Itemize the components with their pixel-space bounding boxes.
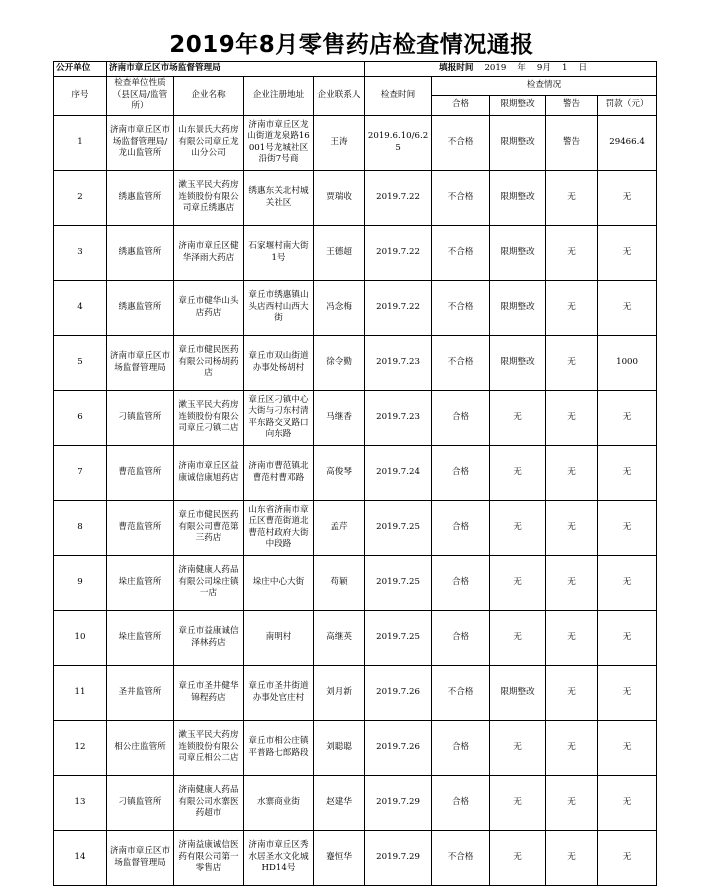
cell-time: 2019.7.29	[365, 830, 432, 885]
cell-company: 章丘市益康诚信泽林药店	[174, 610, 244, 665]
cell-no: 10	[54, 610, 107, 665]
table-row	[54, 500, 657, 555]
table-row	[54, 830, 657, 885]
cell-contact: 高俊琴	[314, 445, 365, 500]
date-label: 填报时间	[439, 63, 474, 73]
cell-warning: 无	[546, 555, 598, 610]
cell-fine: 无	[598, 720, 657, 775]
date-year: 2019	[484, 63, 507, 73]
date-year-suffix: 年	[517, 63, 526, 73]
cell-dept: 济南市章丘区市场监督管理局/龙山监管所	[107, 115, 174, 170]
cell-time: 2019.7.26	[365, 720, 432, 775]
header-row	[54, 76, 657, 95]
header-fine: 罚款（元）	[598, 95, 657, 115]
date-day: 1	[561, 63, 568, 73]
cell-dept: 济南市章丘区市场监督管理局	[107, 335, 174, 390]
cell-dept: 垛庄监管所	[107, 610, 174, 665]
cell-no: 11	[54, 665, 107, 720]
cell-time: 2019.7.25	[365, 555, 432, 610]
cell-company: 漱玉平民大药房连锁股份有限公司章丘刁镇二店	[174, 390, 244, 445]
cell-pass: 不合格	[432, 115, 490, 170]
header-company: 企业名称	[174, 76, 244, 115]
cell-no: 4	[54, 280, 107, 335]
cell-no: 12	[54, 720, 107, 775]
table-row	[54, 720, 657, 775]
table-row	[54, 225, 657, 280]
cell-pass: 合格	[432, 445, 490, 500]
cell-time: 2019.6.10/6.25	[365, 115, 432, 170]
cell-rectify: 限期整改	[490, 665, 546, 720]
header-no: 序号	[54, 76, 107, 115]
cell-rectify: 无	[490, 445, 546, 500]
cell-warning: 无	[546, 830, 598, 885]
cell-rectify: 无	[490, 720, 546, 775]
cell-time: 2019.7.24	[365, 445, 432, 500]
date-day-suffix: 日	[578, 63, 588, 73]
cell-company: 济南健康人药品有限公司垛庄镇一店	[174, 555, 244, 610]
unit-name: 济南市章丘区市场监督管理局	[107, 62, 365, 77]
cell-company: 漱玉平民大药房连锁股份有限公司章丘绣惠店	[174, 170, 244, 225]
cell-pass: 合格	[432, 775, 490, 830]
cell-no: 5	[54, 335, 107, 390]
cell-address: 垛庄中心大街	[244, 555, 314, 610]
cell-warning: 无	[546, 775, 598, 830]
cell-dept: 相公庄监管所	[107, 720, 174, 775]
cell-address: 章丘市双山街道办事处杨胡村	[244, 335, 314, 390]
cell-fine: 无	[598, 225, 657, 280]
header-contact: 企业联系人	[314, 76, 365, 115]
cell-dept: 刁镇监管所	[107, 390, 174, 445]
cell-time: 2019.7.29	[365, 775, 432, 830]
cell-rectify: 无	[490, 500, 546, 555]
cell-fine: 无	[598, 665, 657, 720]
cell-no: 14	[54, 830, 107, 885]
cell-time: 2019.7.23	[365, 335, 432, 390]
cell-rectify: 限期整改	[490, 115, 546, 170]
cell-dept: 曹范监管所	[107, 500, 174, 555]
cell-fine: 无	[598, 280, 657, 335]
cell-contact: 赵建华	[314, 775, 365, 830]
table-row	[54, 170, 657, 225]
cell-time: 2019.7.26	[365, 665, 432, 720]
cell-fine: 无	[598, 170, 657, 225]
cell-warning: 无	[546, 500, 598, 555]
cell-pass: 合格	[432, 555, 490, 610]
cell-fine: 无	[598, 555, 657, 610]
cell-dept: 垛庄监管所	[107, 555, 174, 610]
cell-address: 济南市章丘区龙山街道龙泉路16001号龙城社区沿街7号商	[244, 115, 314, 170]
cell-time: 2019.7.22	[365, 170, 432, 225]
cell-address: 水寨商业街	[244, 775, 314, 830]
cell-warning: 无	[546, 720, 598, 775]
cell-time: 2019.7.25	[365, 610, 432, 665]
header-warning: 警告	[546, 95, 598, 115]
cell-pass: 合格	[432, 500, 490, 555]
date-month: 9月	[536, 63, 551, 73]
cell-pass: 不合格	[432, 830, 490, 885]
cell-warning: 无	[546, 225, 598, 280]
info-row	[54, 62, 657, 77]
cell-address: 山东省济南市章丘区曹范街道北曹范村政府大街中段路	[244, 500, 314, 555]
cell-no: 8	[54, 500, 107, 555]
cell-dept: 曹范监管所	[107, 445, 174, 500]
cell-warning: 警告	[546, 115, 598, 170]
cell-company: 济南市章丘区健华泽雨大药店	[174, 225, 244, 280]
header-address: 企业注册地址	[244, 76, 314, 115]
cell-contact: 冯念梅	[314, 280, 365, 335]
cell-company: 章丘市健民医药有限公司曹范第三药店	[174, 500, 244, 555]
table-row	[54, 390, 657, 445]
cell-dept: 绣惠监管所	[107, 170, 174, 225]
cell-rectify: 无	[490, 555, 546, 610]
cell-pass: 不合格	[432, 225, 490, 280]
cell-contact: 苟颖	[314, 555, 365, 610]
cell-contact: 王涛	[314, 115, 365, 170]
cell-address: 石家堰村南大街1号	[244, 225, 314, 280]
cell-rectify: 限期整改	[490, 225, 546, 280]
cell-no: 3	[54, 225, 107, 280]
cell-pass: 不合格	[432, 170, 490, 225]
cell-time: 2019.7.23	[365, 390, 432, 445]
cell-no: 7	[54, 445, 107, 500]
cell-company: 章丘市健民医药有限公司杨胡药店	[174, 335, 244, 390]
cell-warning: 无	[546, 390, 598, 445]
cell-address: 绣惠东关北村城关社区	[244, 170, 314, 225]
cell-company: 山东景氏大药房有限公司章丘龙山分公司	[174, 115, 244, 170]
cell-pass: 不合格	[432, 280, 490, 335]
cell-warning: 无	[546, 335, 598, 390]
cell-address: 章丘区刁镇中心大街与刁东村清平东路交叉路口向东路	[244, 390, 314, 445]
cell-contact: 马继香	[314, 390, 365, 445]
cell-fine: 无	[598, 500, 657, 555]
cell-no: 6	[54, 390, 107, 445]
cell-company: 章丘市健华山头店药店	[174, 280, 244, 335]
cell-address: 章丘市相公庄镇平普路七郎路段	[244, 720, 314, 775]
cell-dept: 济南市章丘区市场监督管理局	[107, 830, 174, 885]
cell-fine: 无	[598, 445, 657, 500]
cell-time: 2019.7.22	[365, 280, 432, 335]
cell-dept: 圣井监管所	[107, 665, 174, 720]
cell-company: 漱玉平民大药房连锁股份有限公司章丘相公二店	[174, 720, 244, 775]
cell-address: 章丘市圣井街道办事处官庄村	[244, 665, 314, 720]
inspection-table	[53, 61, 657, 886]
cell-address: 济南市曹范镇北曹范村曹邓路	[244, 445, 314, 500]
cell-rectify: 限期整改	[490, 170, 546, 225]
cell-fine: 无	[598, 830, 657, 885]
cell-no: 13	[54, 775, 107, 830]
cell-contact: 孟芹	[314, 500, 365, 555]
cell-rectify: 限期整改	[490, 335, 546, 390]
table-row	[54, 555, 657, 610]
cell-contact: 徐令勤	[314, 335, 365, 390]
table-row	[54, 335, 657, 390]
cell-dept: 刁镇监管所	[107, 775, 174, 830]
header-rectify: 限期整改	[490, 95, 546, 115]
header-dept: 检查单位性质（县区局/监管所）	[107, 76, 174, 115]
header-result-group: 检查情况	[432, 76, 657, 95]
cell-contact: 贾瑞收	[314, 170, 365, 225]
page-title: 2019年8月零售药店检查情况通报	[169, 32, 534, 58]
cell-company: 济南益康诚信医药有限公司第一零售店	[174, 830, 244, 885]
cell-pass: 不合格	[432, 665, 490, 720]
cell-address: 南明村	[244, 610, 314, 665]
cell-company: 济南市章丘区益康诚信康旭药店	[174, 445, 244, 500]
cell-warning: 无	[546, 445, 598, 500]
cell-fine: 29466.4	[598, 115, 657, 170]
cell-pass: 合格	[432, 390, 490, 445]
cell-warning: 无	[546, 665, 598, 720]
cell-no: 9	[54, 555, 107, 610]
cell-warning: 无	[546, 610, 598, 665]
report-date	[365, 62, 657, 77]
cell-dept: 绣惠监管所	[107, 225, 174, 280]
cell-fine: 1000	[598, 335, 657, 390]
cell-contact: 王德超	[314, 225, 365, 280]
cell-warning: 无	[546, 170, 598, 225]
table-row	[54, 280, 657, 335]
cell-contact: 刘月新	[314, 665, 365, 720]
cell-contact: 高继英	[314, 610, 365, 665]
cell-rectify: 限期整改	[490, 280, 546, 335]
table-row	[54, 610, 657, 665]
table-row	[54, 115, 657, 170]
cell-fine: 无	[598, 390, 657, 445]
cell-rectify: 无	[490, 830, 546, 885]
table-row	[54, 665, 657, 720]
cell-company: 章丘市圣井健华锦程药店	[174, 665, 244, 720]
cell-time: 2019.7.25	[365, 500, 432, 555]
cell-rectify: 无	[490, 390, 546, 445]
table-row	[54, 445, 657, 500]
cell-dept: 绣惠监管所	[107, 280, 174, 335]
cell-no: 1	[54, 115, 107, 170]
unit-label: 公开单位	[54, 62, 107, 77]
cell-fine: 无	[598, 775, 657, 830]
cell-pass: 不合格	[432, 335, 490, 390]
cell-rectify: 无	[490, 775, 546, 830]
cell-address: 章丘市绣惠镇山头店西村山西大街	[244, 280, 314, 335]
cell-contact: 蹇恒华	[314, 830, 365, 885]
cell-rectify: 无	[490, 610, 546, 665]
cell-address: 济南市章丘区秀水居圣水文化城HD14号	[244, 830, 314, 885]
cell-time: 2019.7.22	[365, 225, 432, 280]
cell-contact: 刘聪聪	[314, 720, 365, 775]
cell-company: 济南健康人药品有限公司水寨医药超市	[174, 775, 244, 830]
cell-warning: 无	[546, 280, 598, 335]
cell-no: 2	[54, 170, 107, 225]
header-time: 检查时间	[365, 76, 432, 115]
cell-pass: 合格	[432, 720, 490, 775]
cell-pass: 合格	[432, 610, 490, 665]
header-pass: 合格	[432, 95, 490, 115]
table-row	[54, 775, 657, 830]
cell-fine: 无	[598, 610, 657, 665]
